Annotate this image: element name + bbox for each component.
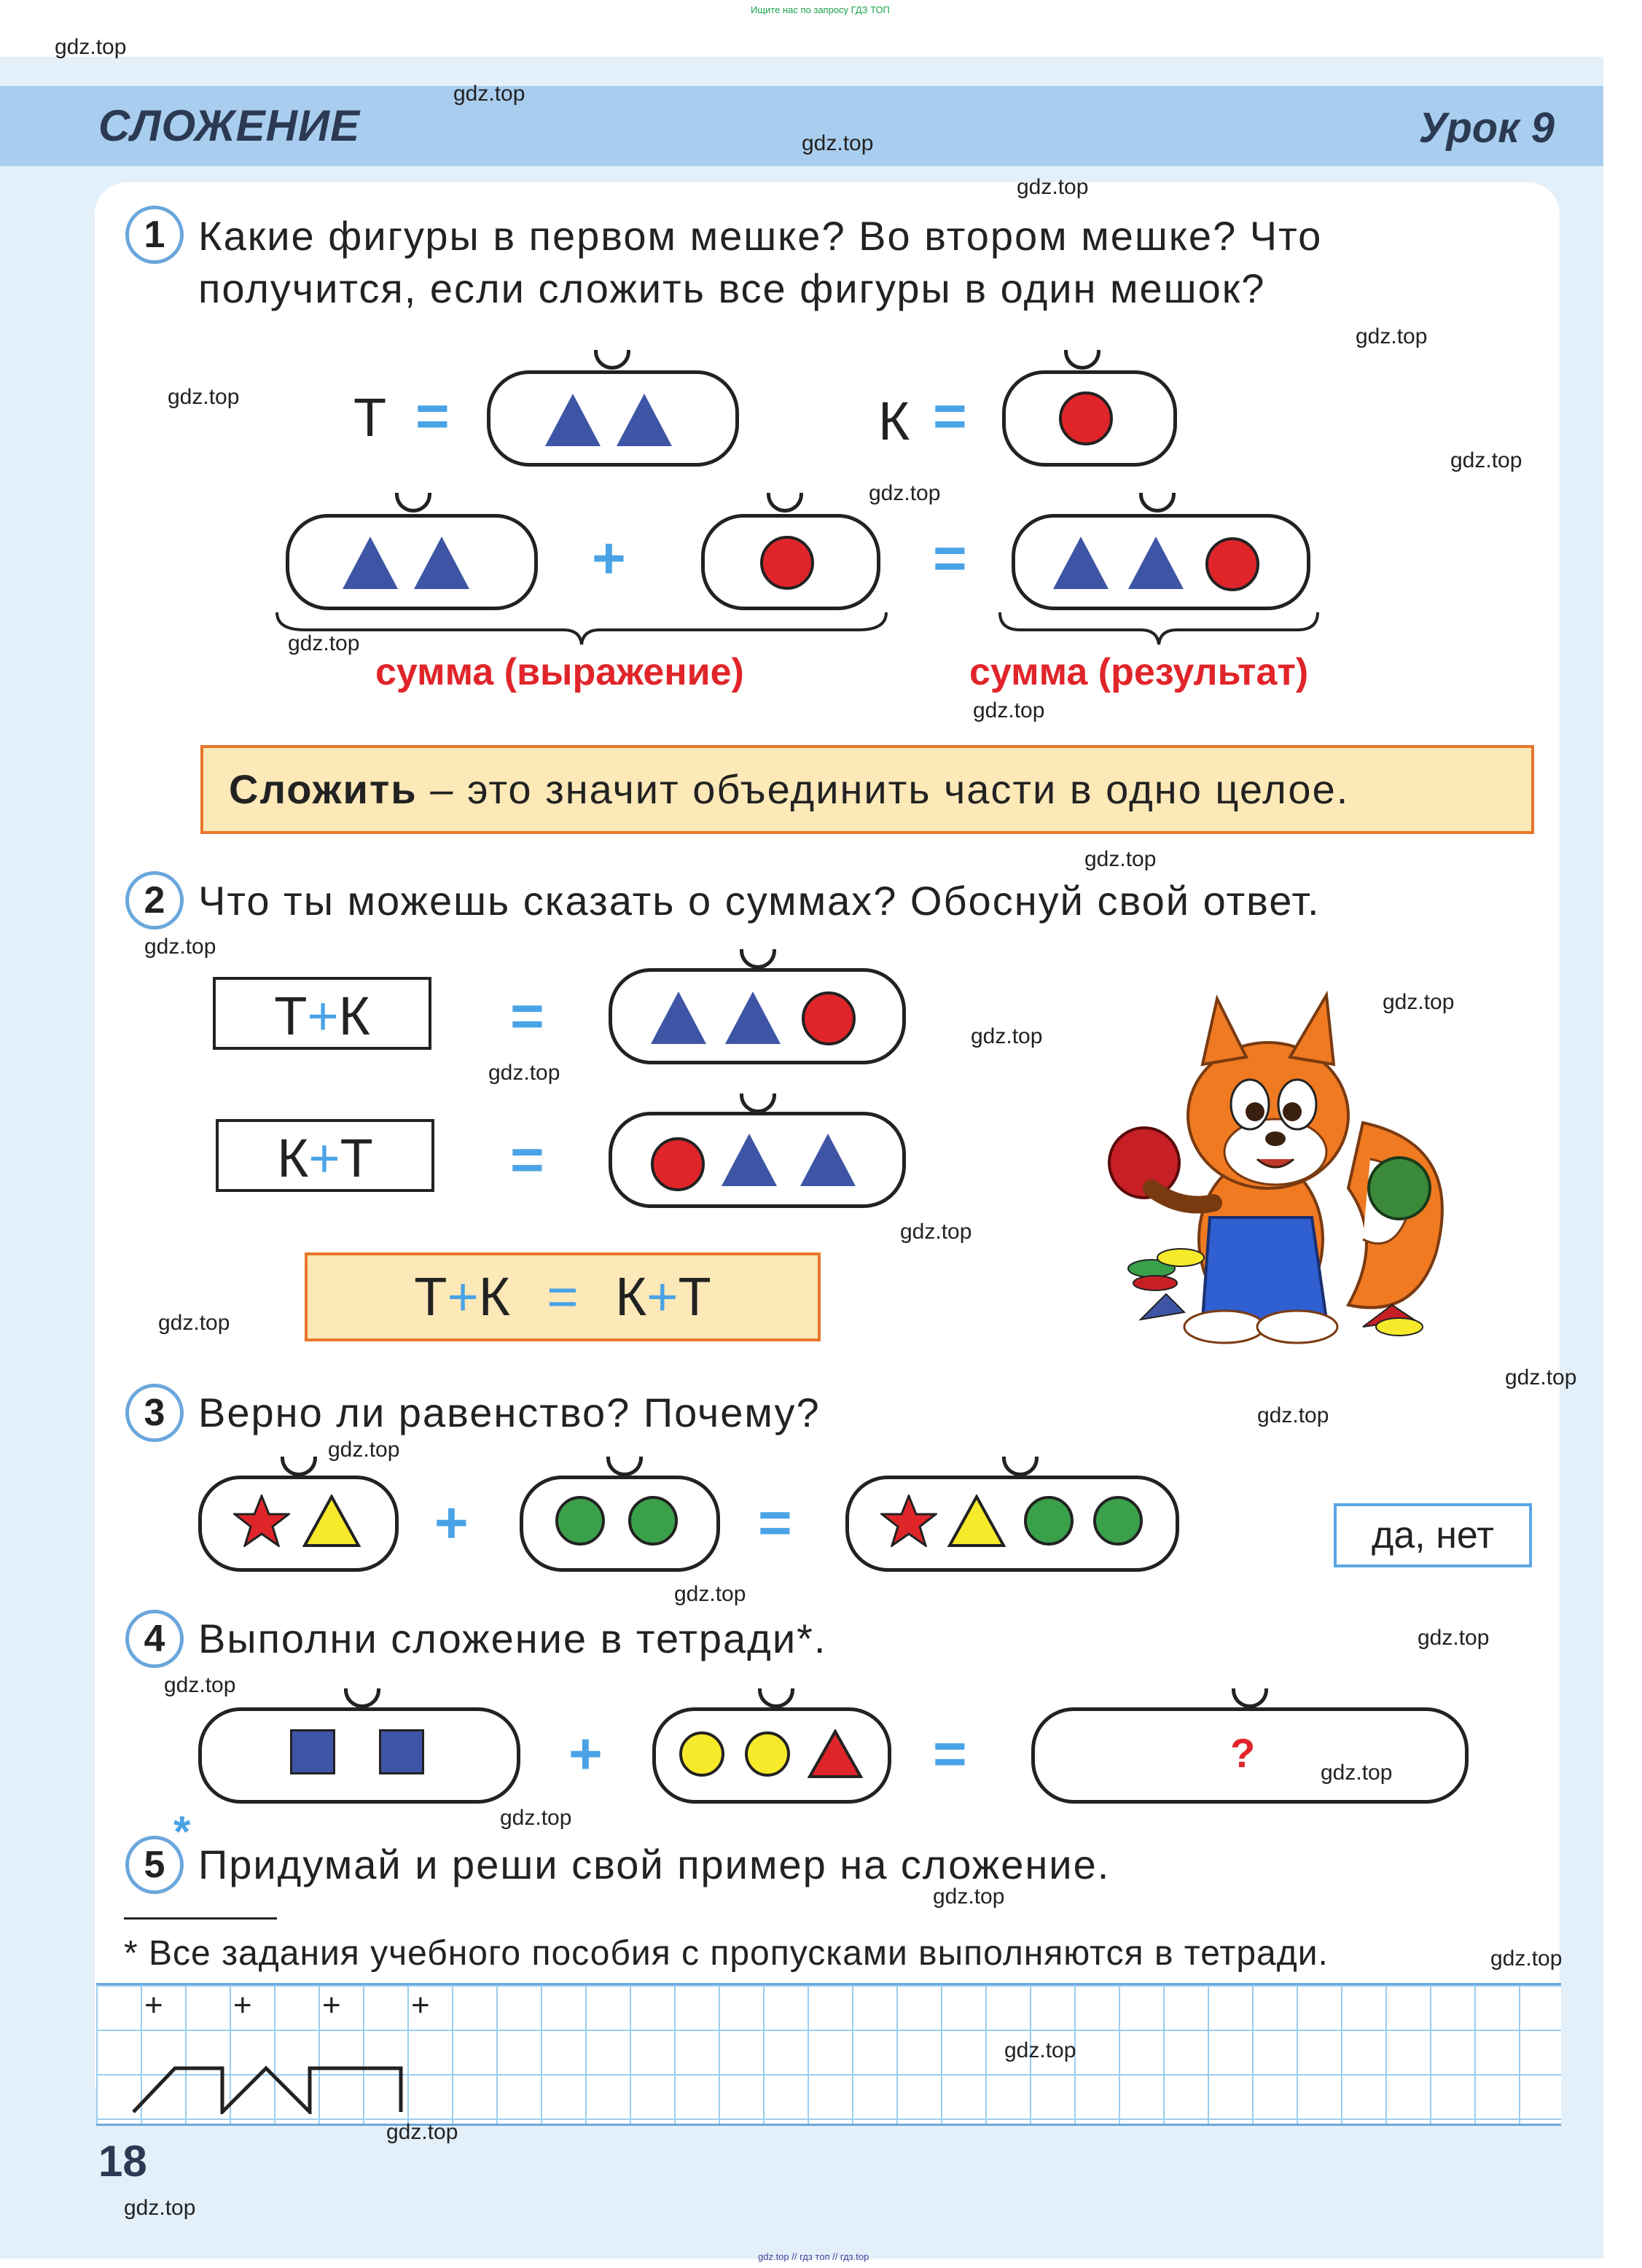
red-circle-icon	[1059, 391, 1113, 445]
watermark: gdz.top	[488, 1061, 560, 1085]
watermark: gdz.top	[124, 2196, 196, 2220]
green-circle-icon	[1093, 1496, 1143, 1546]
footnote-divider	[124, 1917, 277, 1920]
task-3-number: 3	[125, 1384, 184, 1442]
equals-sign: =	[933, 383, 967, 448]
plus-sign: +	[568, 1721, 603, 1786]
watermark: gdz.top	[1505, 1365, 1577, 1390]
blue-square-icon	[290, 1729, 335, 1774]
watermark: gdz.top	[1450, 448, 1522, 472]
blue-triangle-icon	[1128, 537, 1184, 589]
watermark: gdz.top	[1383, 990, 1455, 1014]
red-star-icon	[880, 1495, 937, 1547]
red-circle-icon	[760, 536, 814, 590]
task-4-text: Выполни сложение в тетради*.	[198, 1616, 827, 1661]
answer-box-yes-no[interactable]: да, нет	[1334, 1503, 1532, 1567]
red-circle-icon	[802, 991, 856, 1045]
rule-box	[200, 745, 1534, 834]
equals-sign: =	[758, 1490, 792, 1555]
watermark: gdz.top	[869, 481, 941, 505]
bag-star-triangle	[198, 1476, 399, 1572]
top-note: Ищите нас по запросу ГДЗ ТОП	[751, 4, 890, 15]
watermark: gdz.top	[158, 1311, 230, 1335]
question-mark: ?	[1230, 1730, 1256, 1776]
plus-sign: +	[434, 1490, 469, 1555]
watermark: gdz.top	[168, 385, 240, 409]
grid-plus-mark: +	[144, 1987, 163, 2023]
equals-sign: =	[510, 1127, 544, 1192]
expr-var: Т	[340, 1128, 373, 1188]
task-2-number: 2	[125, 871, 184, 930]
yellow-triangle-icon	[302, 1495, 361, 1547]
variable-t: Т	[353, 387, 387, 448]
brace-result	[998, 611, 1319, 646]
rule-text: – это значит объединить части в одно целое.	[417, 766, 1350, 812]
red-circle-icon	[651, 1137, 705, 1191]
watermark: gdz.top	[1490, 1946, 1563, 1971]
watermark: gdz.top	[55, 35, 127, 59]
task-5-star: *	[173, 1807, 191, 1856]
grid-plus-mark: +	[411, 1987, 430, 2023]
red-triangle-icon	[808, 1729, 863, 1779]
lesson-number: Урок 9	[1418, 104, 1555, 152]
expr-plus: +	[308, 1128, 340, 1188]
watermark: gdz.top	[164, 1673, 236, 1697]
blue-triangle-icon	[651, 991, 706, 1044]
equals-sign: =	[933, 1721, 967, 1786]
brace-expression	[275, 611, 888, 646]
watermark: gdz.top	[453, 82, 525, 106]
task-1-number: 1	[125, 206, 184, 264]
watermark: gdz.top	[386, 2120, 458, 2144]
law-term: К	[478, 1266, 510, 1327]
blue-triangle-icon	[800, 1134, 856, 1186]
watermark: gdz.top	[900, 1220, 972, 1244]
law-plus: +	[447, 1266, 479, 1327]
blue-triangle-icon	[414, 537, 469, 589]
watermark: gdz.top	[1356, 324, 1428, 348]
equals-sign: =	[933, 526, 967, 591]
equals-sign: =	[415, 383, 450, 448]
blue-triangle-icon	[722, 1134, 777, 1186]
watermark: gdz.top	[144, 935, 216, 959]
blue-triangle-icon	[545, 394, 601, 446]
task-1-text-line2: получится, если сложить все фигуры в один мешок?	[198, 265, 1266, 311]
law-term: К	[615, 1266, 647, 1327]
blue-triangle-icon	[343, 537, 398, 589]
expression-t-plus-k	[213, 977, 431, 1050]
watermark: gdz.top	[500, 1806, 572, 1830]
watermark: gdz.top	[1257, 1403, 1329, 1427]
watermark: gdz.top	[971, 1024, 1043, 1048]
watermark: gdz.top	[1321, 1761, 1393, 1785]
task-3-text: Верно ли равенство? Почему?	[198, 1390, 821, 1435]
watermark: gdz.top	[1017, 175, 1089, 199]
yellow-circle-icon	[679, 1731, 724, 1777]
watermark: gdz.top	[328, 1438, 400, 1462]
watermark: gdz.top	[933, 1885, 1005, 1909]
yellow-triangle-icon	[947, 1495, 1006, 1547]
footnote: * Все задания учебного пособия с пропусками выполняются в тетради.	[124, 1934, 1329, 1973]
equals-sign: =	[510, 983, 544, 1048]
variable-k: К	[878, 391, 910, 451]
page-title: СЛОЖЕНИЕ	[98, 101, 361, 150]
expression-k-plus-t	[216, 1119, 434, 1192]
watermark: gdz.top	[288, 631, 360, 655]
expr-var: К	[338, 986, 370, 1046]
task-2-text: Что ты можешь сказать о суммах? Обоснуй свой ответ.	[198, 878, 1321, 924]
commutative-law-box	[305, 1252, 821, 1341]
squirrel-illustration	[1057, 977, 1465, 1356]
red-circle-icon	[1205, 537, 1259, 591]
expr-var: К	[277, 1128, 309, 1188]
watermark: gdz.top	[1004, 2038, 1076, 2062]
watermark: gdz.top	[674, 1582, 746, 1606]
bag-squares	[198, 1707, 520, 1804]
watermark: gdz.top	[973, 698, 1045, 722]
zigzag-pattern	[131, 2059, 408, 2114]
bottom-note: gdz.top // гдз топ // гдз.top	[758, 2251, 869, 2262]
law-term: Т	[414, 1266, 447, 1327]
bag-t-sum	[286, 514, 538, 610]
task-5-text: Придумай и реши свой пример на сложение.	[198, 1842, 1111, 1887]
task-1-text-line1: Какие фигуры в первом мешке? Во втором мешке? Что	[198, 213, 1323, 259]
page-number: 18	[98, 2137, 147, 2186]
watermark: gdz.top	[802, 131, 874, 155]
watermark: gdz.top	[1084, 847, 1157, 871]
green-circle-icon	[555, 1496, 605, 1546]
grid-plus-mark: +	[322, 1987, 341, 2023]
law-plus: +	[646, 1266, 679, 1327]
blue-square-icon	[379, 1729, 424, 1774]
yellow-circle-icon	[745, 1731, 790, 1777]
law-equals: =	[547, 1266, 579, 1327]
law-term: Т	[678, 1266, 711, 1327]
green-circle-icon	[1024, 1496, 1074, 1546]
blue-triangle-icon	[725, 991, 781, 1044]
label-sum-expression: сумма (выражение)	[375, 651, 744, 693]
bag-t	[487, 370, 739, 467]
green-circle-icon	[628, 1496, 678, 1546]
blue-triangle-icon	[617, 394, 672, 446]
plus-sign: +	[592, 526, 626, 591]
rule-bold: Сложить	[229, 766, 418, 812]
task-5-number: 5	[125, 1836, 184, 1894]
watermark: gdz.top	[1418, 1626, 1490, 1650]
expr-plus: +	[307, 986, 339, 1046]
task-4-number: 4	[125, 1610, 184, 1668]
bag-green-circles	[520, 1476, 720, 1572]
grid-plus-mark: +	[233, 1987, 252, 2023]
expr-var: Т	[274, 986, 308, 1046]
red-star-icon	[233, 1495, 290, 1547]
label-sum-result: сумма (результат)	[969, 651, 1309, 693]
blue-triangle-icon	[1053, 537, 1109, 589]
